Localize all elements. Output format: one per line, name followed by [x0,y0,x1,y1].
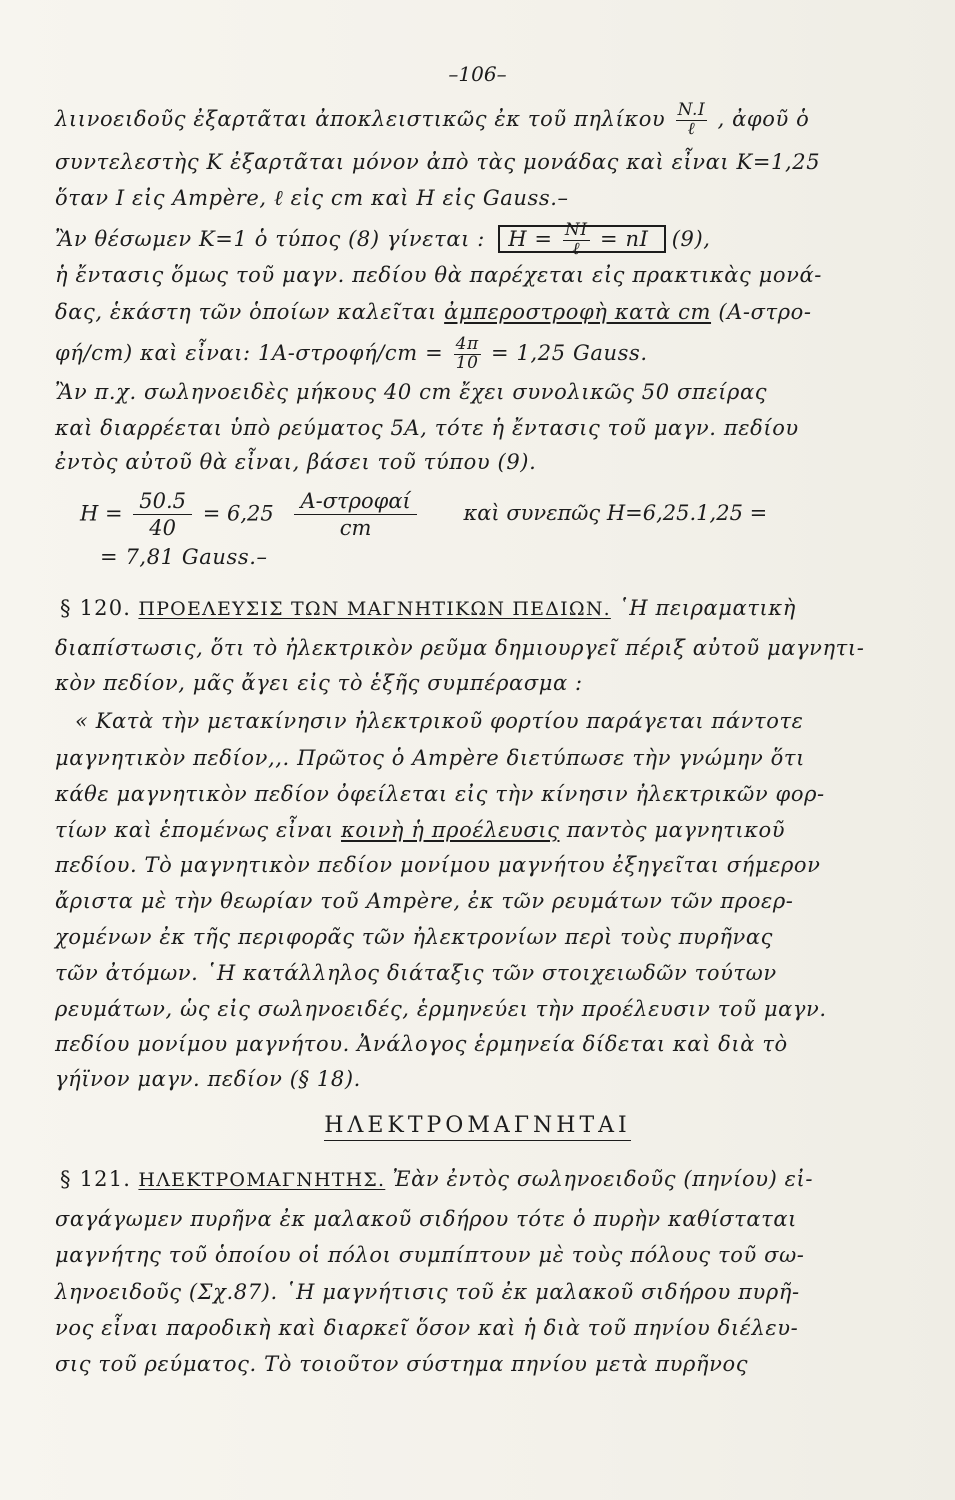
text-line: χομένων ἐκ τῆς περιφορᾶς τῶν ἠλεκτρονίων περὶ τοὺς πυρῆνας [55,925,774,949]
fraction [563,222,590,259]
text-line: μαγνητικὸν πεδίον,,. Πρῶτος ὁ Ampère διετύπωσε τὴν γνώμην ὅτι [55,746,805,770]
fraction-numerator: 4π [455,334,479,354]
fraction [676,102,708,139]
text-line: συντελεστὴς K ἐξαρτᾶται μόνον ἀπὸ τὰς μονάδας καὶ εἶναι K=1,25 [55,150,821,174]
text-line: τῶν ἀτόμων. ῾Η κατάλληλος διάταξις τῶν στοιχειωδῶν τούτων [55,961,777,985]
text-line: « Κατὰ τὴν μετακίνησιν ἠλεκτρικοῦ φορτίου παράγεται πάντοτε [75,709,804,733]
fraction-numerator: 50.5 [133,488,192,515]
chapter-title [0,1113,955,1138]
text-span: (A-στρο- [718,300,812,324]
fraction-denominator: 10 [455,352,479,373]
formula-part: H = [508,226,553,251]
text-line [55,336,648,373]
fraction-denominator: ℓ [572,238,581,259]
section-title: ΠΡΟΕΛΕΥΣΙΣ ΤΩΝ ΜΑΓΝΗΤΙΚΩΝ ΠΕΔΙΩΝ. [138,598,611,620]
section-heading-120 [60,596,796,620]
boxed-formula [498,220,666,259]
worked-equation [80,488,767,542]
underlined-term: ἀμπεροστροφὴ κατὰ cm [444,300,712,324]
fraction-denominator: ℓ [687,118,696,139]
text-line: πεδίου μονίμου μαγνήτου. Ἀνάλογος ἑρμηνεία δίδεται καὶ διὰ τὸ [55,1032,788,1056]
text-line [55,102,809,139]
section-heading-121 [60,1167,813,1191]
text-line: νος εἶναι παροδικὴ καὶ διαρκεῖ ὅσον καὶ ἡ διὰ τοῦ πηνίου διέλευ- [55,1316,799,1340]
text-line: πεδίου. Τὸ μαγνητικὸν πεδίον μονίμου μαγνήτου ἐξηγεῖται σήμερον [55,853,821,877]
text-line [55,818,785,842]
text-span: = 1,25 Gauss. [491,340,648,365]
equation-part: H = [80,501,123,526]
fraction-numerator: A-στροφαί [294,488,416,515]
text-span: παντὸς μαγνητικοῦ [566,818,786,842]
fraction [133,488,192,542]
text-span: τίων καὶ ἑπομένως εἶναι [55,818,334,842]
text-line: Ἂν π.χ. σωληνοειδὲς μήκους 40 cm ἔχει συνολικῶς 50 σπείρας [55,380,768,404]
text-line: ὅταν I εἰς Ampère, ℓ εἰς cm καὶ H εἰς Gauss.– [55,186,569,210]
text-span: Ἂν θέσωμεν K=1 ὁ τύπος (8) γίνεται : [55,226,485,251]
text-line: κὸν πεδίον, μᾶς ἄγει εἰς τὸ ἑξῆς συμπέρασμα : [55,671,583,695]
equation-part: καὶ συνεπῶς H=6,25.1,25 = [463,501,768,526]
text-line: καὶ διαρρέεται ὑπὸ ρεύματος 5A, τότε ἡ ἔντασις τοῦ μαγν. πεδίου [55,416,799,440]
text-span: δας, ἑκάστη τῶν ὁποίων καλεῖται [55,300,437,324]
chapter-title-text: ΗΛΕΚΤΡΟΜΑΓΝΗΤΑΙ [324,1113,630,1141]
page-number: –106– [448,62,507,86]
text-span: Ἐὰν ἐντὸς σωληνοειδοῦς (πηνίου) εἰ- [392,1167,814,1191]
text-line: μαγνήτης τοῦ ὁποίου οἱ πόλοι συμπίπτουν μὲ τοὺς πόλους τοῦ σω- [55,1243,805,1267]
fraction-denominator: cm [339,516,372,541]
text-line [55,300,812,324]
text-span: φή/cm) καὶ εἶναι: 1A-στροφή/cm = [55,340,444,365]
fraction-denominator: 40 [149,516,177,541]
text-span: , ἀφοῦ ὁ [717,106,810,131]
text-line: ἐντὸς αὐτοῦ θὰ εἶναι, βάσει τοῦ τύπου (9). [55,450,537,474]
section-title: ΗΛΕΚΤΡΟΜΑΓΝΗΤΗΣ. [138,1169,386,1191]
equation-part: = 6,25 [202,501,274,526]
underlined-term: κοινὴ ἡ προέλευσις [341,818,560,842]
text-line: ἄριστα μὲ τὴν θεωρίαν τοῦ Ampère, ἐκ τῶν ρευμάτων τῶν προερ- [55,889,794,913]
text-span: λιινοειδοῦς ἐξαρτᾶται ἀποκλειστικῶς ἐκ τοῦ πηλίκου [55,106,666,131]
fraction-numerator: N.I [677,100,706,120]
text-line: γήϊνον μαγν. πεδίον (§ 18). [55,1067,361,1091]
text-line: κάθε μαγνητικὸν πεδίον ὀφείλεται εἰς τὴν κίνησιν ἠλεκτρικῶν φορ- [55,782,825,806]
equation-number: (9), [671,226,711,251]
fraction [294,488,416,542]
text-line: ἡ ἔντασις ὅμως τοῦ μαγν. πεδίου θὰ παρέχεται εἰς πρακτικὰς μονά- [55,263,822,287]
text-line: ληνοειδοῦς (Σχ.87). ῾Η μαγνήτισις τοῦ ἐκ μαλακοῦ σιδήρου πυρῆ- [55,1280,800,1304]
section-number: § 121. [60,1167,132,1191]
formula-part: = nI [599,226,649,251]
text-line [55,222,711,259]
fraction-numerator: NI [564,220,588,240]
text-span: ῾Η πειραματικὴ [618,596,796,620]
equation-result: = 7,81 Gauss.– [100,545,268,569]
fraction [454,336,481,373]
text-line: σις τοῦ ρεύματος. Τὸ τοιοῦτον σύστημα πηνίου μετὰ πυρῆνος [55,1352,749,1376]
text-line: ρευμάτων, ὡς εἰς σωληνοειδές, ἑρμηνεύει τὴν προέλευσιν τοῦ μαγν. [55,997,827,1021]
text-line: σαγάγωμεν πυρῆνα ἐκ μαλακοῦ σιδήρου τότε ὁ πυρὴν καθίσταται [55,1207,797,1231]
section-number: § 120. [60,596,132,620]
text-line: διαπίστωσις, ὅτι τὸ ἠλεκτρικὸν ρεῦμα δημιουργεῖ πέριξ αὐτοῦ μαγνητι- [55,636,865,660]
